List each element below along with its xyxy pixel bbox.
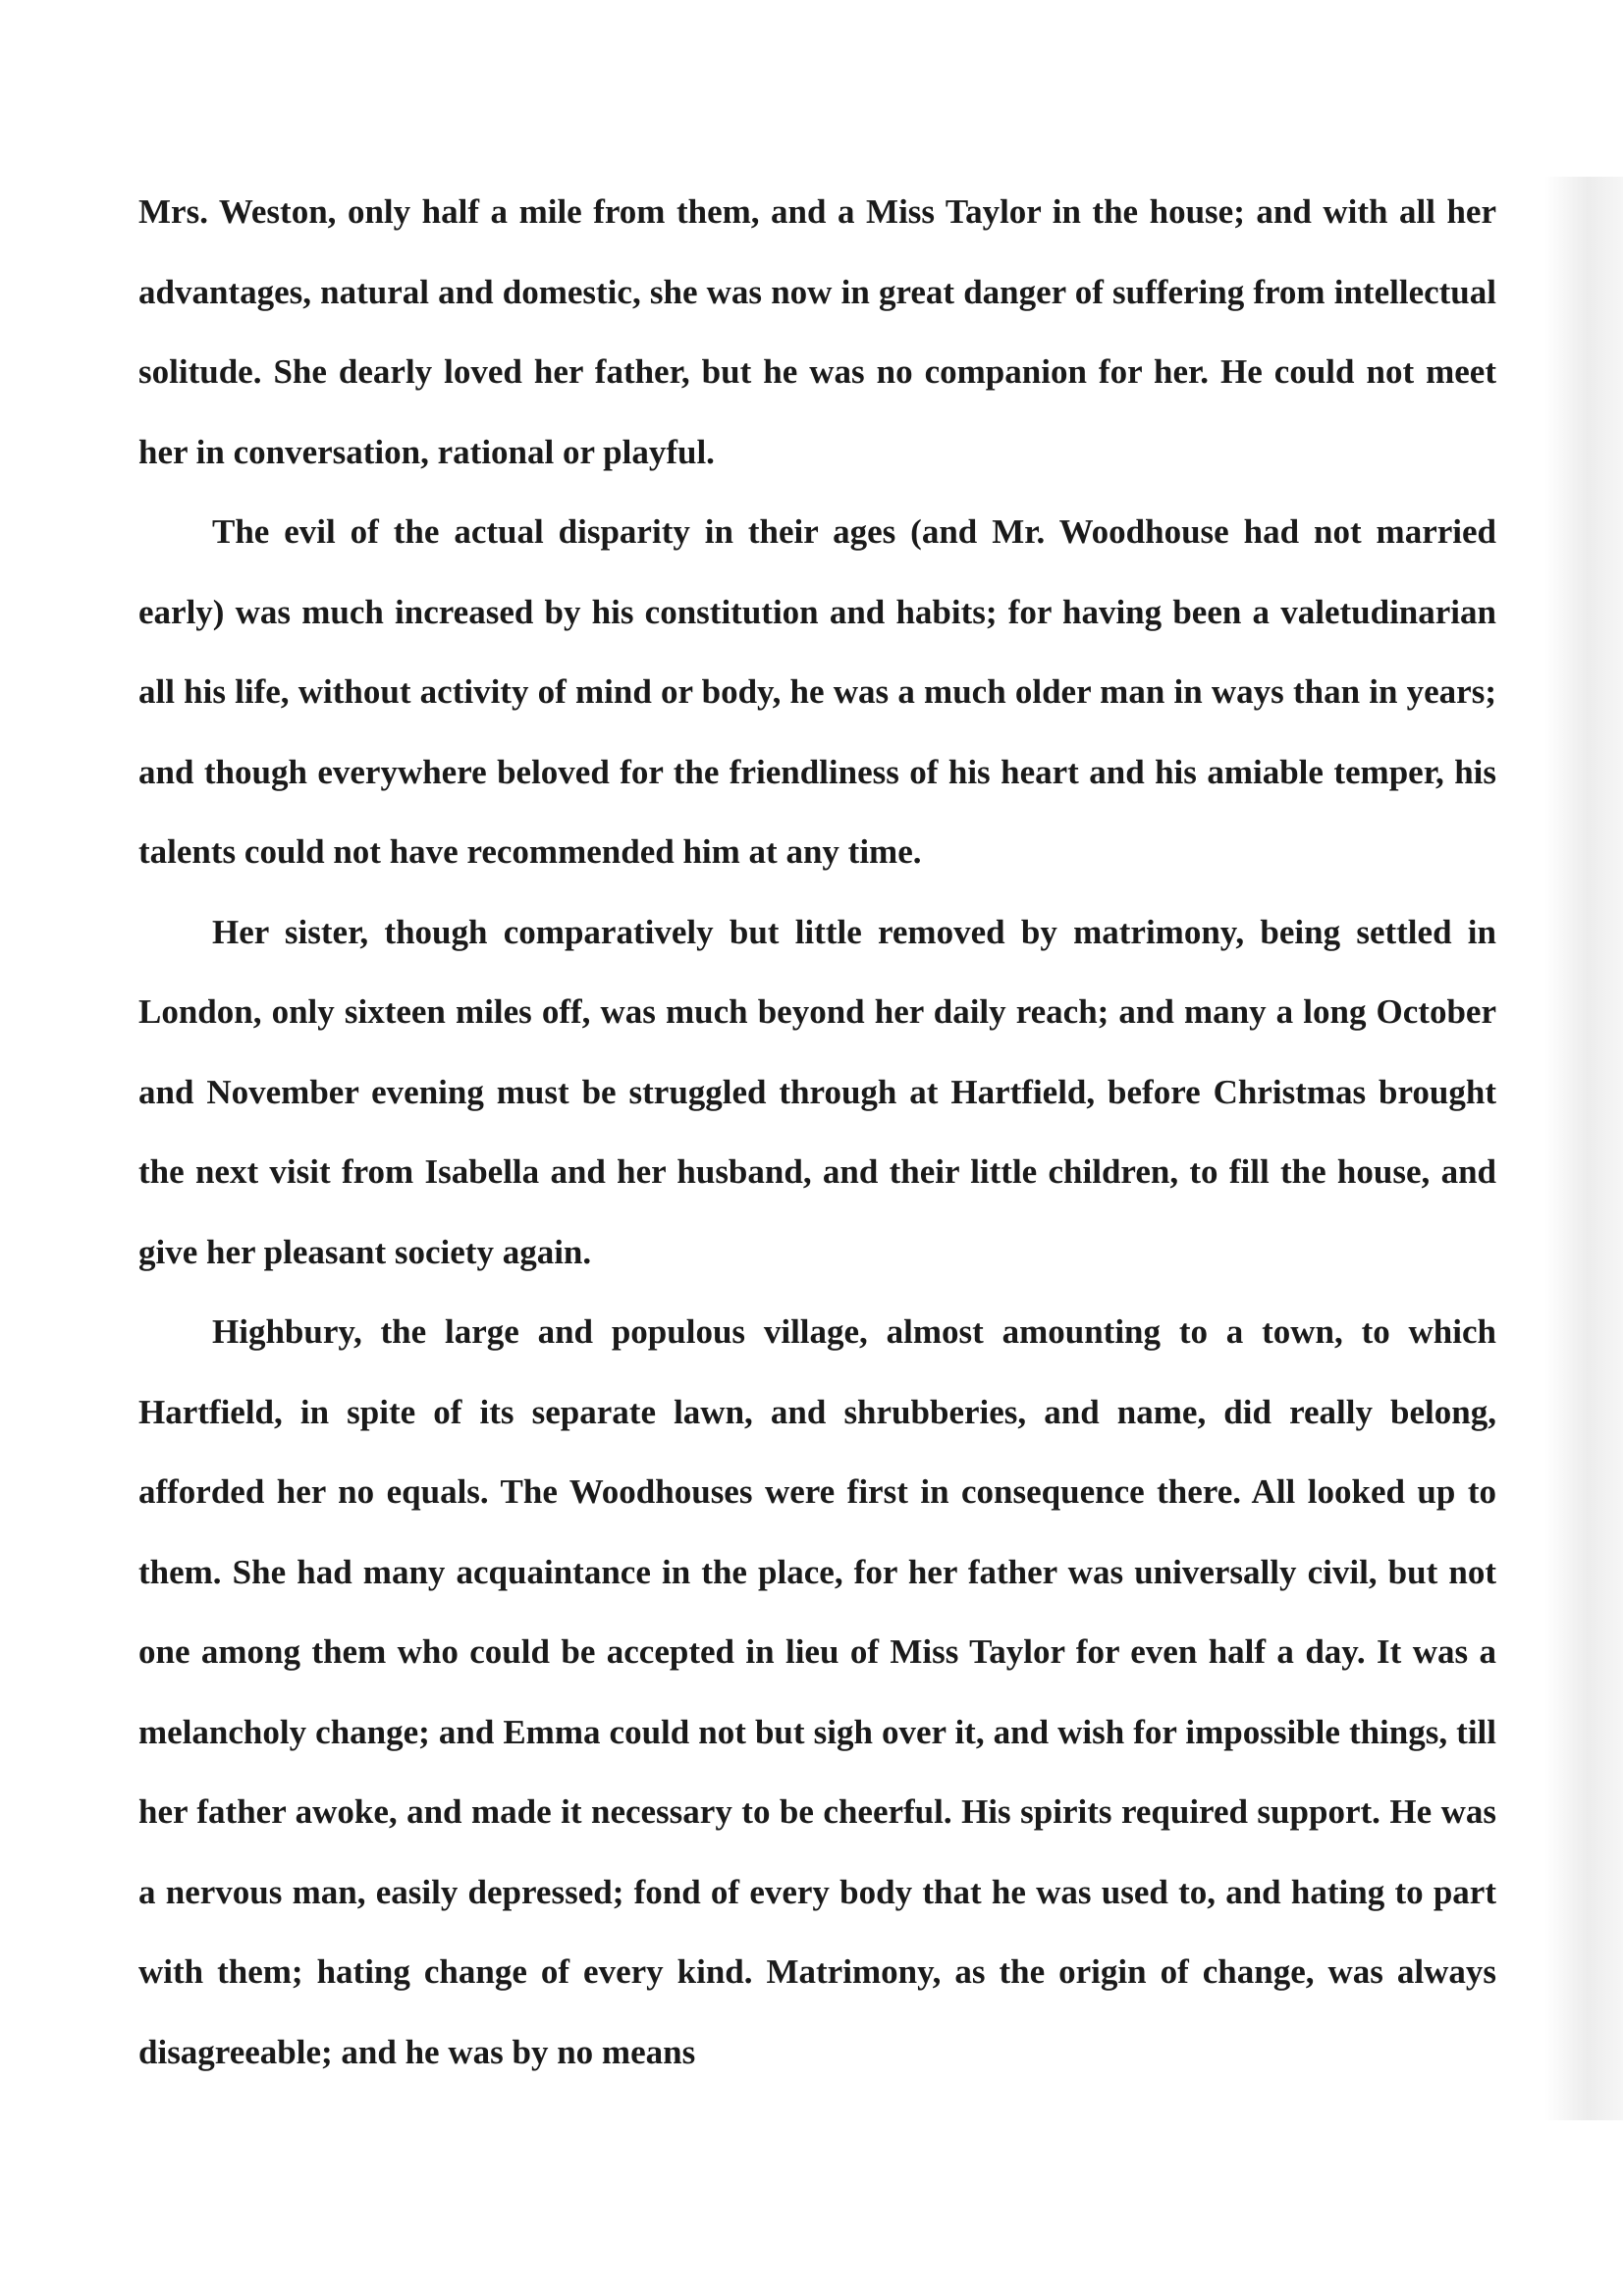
paragraph: Highbury, the large and populous village, almost amounting to a town, to which Hartfield, in spite of its separate lawn, and shrubberies, and name, did really belong, afforded her no equals. The Woodhouses were first in consequence there. All looked up to them. She had many acquaintance in the place, for her father was universally civil, but not one among them who could be accepted in lieu of Miss Taylor for even half a day. It was a melancholy change; and Emma could not but sigh over it, and wish for impossible things, till her father awoke, and made it necessary to be cheerful. His spirits required support. He was a nervous man, easily depressed; fond of every body that he was used to, and hating to part with them; hating change of every kind. Matrimony, as the origin of change, was always disagreeable; and he was by no means	[138, 1312, 1496, 2071]
body-text	[138, 172, 1496, 2092]
page-edge-shadow	[1544, 177, 1623, 2120]
paragraph: The evil of the actual disparity in their ages (and Mr. Woodhouse had not married early) was much increased by his constitution and habits; for having been a valetudinarian all his life, without activity of mind or body, he was a much older man in ways than in years; and though everywhere beloved for the friendliness of his heart and his amiable temper, his talents could not have recommended him at any time.	[138, 512, 1496, 871]
paragraph: Her sister, though comparatively but little removed by matrimony, being settled in London, only sixteen miles off, was much beyond her daily reach; and many a long October and November evening must be struggled through at Hartfield, before Christmas brought the next visit from Isabella and her husband, and their little children, to fill the house, and give her pleasant society again.	[138, 912, 1496, 1271]
paragraph-continuation: Mrs. Weston, only half a mile from them, and a Miss Taylor in the house; and with all her advantages, natural and domestic, she was now in great danger of suffering from intellectual solitude. She dearly loved her father, but he was no companion for her. He could not meet her in conversation, rational or playful.	[138, 192, 1496, 471]
